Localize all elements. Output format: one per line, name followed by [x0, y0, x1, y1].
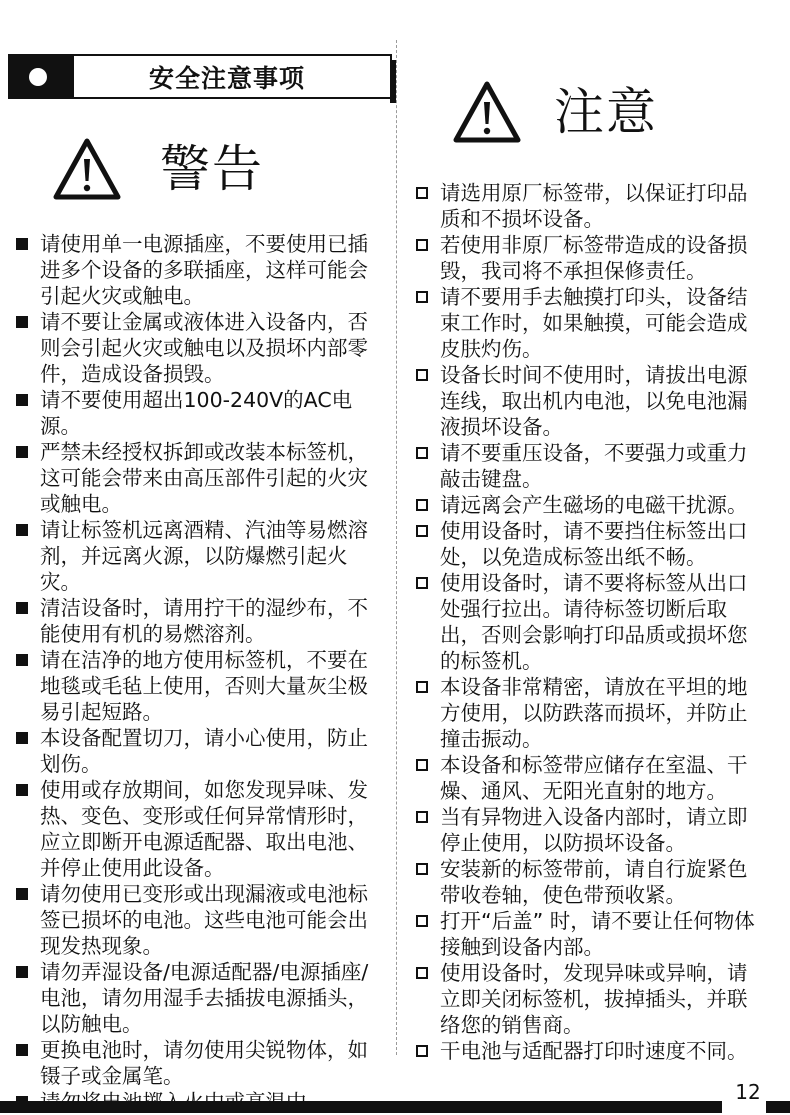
list-item: 请不要重压设备，不要强力或重力敲击键盘。	[414, 440, 762, 492]
list-item: 清洁设备时，请用拧干的湿纱布，不能使用有机的易燃溶剂。	[14, 595, 384, 647]
open-square-bullet-icon	[416, 915, 428, 927]
list-item: 设备长时间不使用时，请拔出电源连线，取出机内电池，以免电池漏液损坏设备。	[414, 362, 762, 440]
list-item: 请使用单一电源插座，不要使用已插进多个设备的多联插座，这样可能会引起火灾或触电。	[14, 231, 384, 309]
filled-square-bullet-icon	[16, 602, 28, 614]
list-item: 本设备配置切刀，请小心使用，防止划伤。	[14, 725, 384, 777]
filled-square-bullet-icon	[16, 732, 28, 744]
open-square-bullet-icon	[416, 577, 428, 589]
list-item: 请让标签机远离酒精、汽油等易燃溶剂，并远离火源，以防爆燃引起火灾。	[14, 517, 384, 595]
list-item: 本设备和标签带应储存在室温、干燥、通风、无阳光直射的地方。	[414, 752, 762, 804]
list-item: 使用设备时，请不要将标签从出口处强行拉出。请待标签切断后取出，否则会影响打印品质或损坏您的标签机。	[414, 570, 762, 674]
filled-square-bullet-icon	[16, 238, 28, 250]
list-item: 严禁未经授权拆卸或改装本标签机，这可能会带来由高压部件引起的火灾或触电。	[14, 439, 384, 517]
filled-square-bullet-icon	[16, 446, 28, 458]
open-square-bullet-icon	[416, 967, 428, 979]
list-item: 请不要用手去触摸打印头，设备结束工作时，如果触摸，可能会造成皮肤灼伤。	[414, 284, 762, 362]
warning-title: 警告	[160, 140, 264, 198]
column-divider	[396, 40, 397, 1055]
caution-heading	[452, 80, 658, 144]
open-square-bullet-icon	[416, 369, 428, 381]
list-item: 请选用原厂标签带，以保证打印品质和不损坏设备。	[414, 180, 762, 232]
filled-square-bullet-icon	[16, 394, 28, 406]
filled-square-bullet-icon	[16, 524, 28, 536]
filled-square-bullet-icon	[16, 316, 28, 328]
open-square-bullet-icon	[416, 1045, 428, 1057]
list-item: 更换电池时，请勿使用尖锐物体，如镊子或金属笔。	[14, 1037, 384, 1089]
list-item: 请不要让金属或液体进入设备内，否则会引起火灾或触电以及损坏内部零件，造成设备损毁。	[14, 309, 384, 387]
open-square-bullet-icon	[416, 681, 428, 693]
header-black-block	[10, 56, 74, 97]
list-item: 安装新的标签带前，请自行旋紧色带收卷轴，使色带预收紧。	[414, 856, 762, 908]
footer-bar	[0, 1101, 722, 1113]
caution-list	[414, 180, 762, 1064]
open-square-bullet-icon	[416, 447, 428, 459]
open-square-bullet-icon	[416, 811, 428, 823]
list-item: 当有异物进入设备内部时，请立即停止使用，以防损坏设备。	[414, 804, 762, 856]
list-item: 打开“后盖” 时，请不要让任何物体接触到设备内部。	[414, 908, 762, 960]
open-square-bullet-icon	[416, 759, 428, 771]
list-item: 请远离会产生磁场的电磁干扰源。	[414, 492, 762, 518]
open-square-bullet-icon	[416, 525, 428, 537]
footer-bar-end	[766, 1101, 790, 1113]
filled-square-bullet-icon	[16, 784, 28, 796]
warning-heading	[52, 137, 264, 201]
list-item: 使用设备时，发现异味或异响，请立即关闭标签机，拔掉插头，并联络您的销售商。	[414, 960, 762, 1038]
open-square-bullet-icon	[416, 239, 428, 251]
filled-square-bullet-icon	[16, 654, 28, 666]
caution-title: 注意	[554, 83, 658, 141]
list-item: 本设备非常精密，请放在平坦的地方使用，以防跌落而损坏，并防止撞击振动。	[414, 674, 762, 752]
list-item: 若使用非原厂标签带造成的设备损毁，我司将不承担保修责任。	[414, 232, 762, 284]
open-square-bullet-icon	[416, 187, 428, 199]
caution-triangle-icon	[452, 80, 522, 144]
open-square-bullet-icon	[416, 499, 428, 511]
list-item: 请不要使用超出100-240V的AC电源。	[14, 387, 384, 439]
open-square-bullet-icon	[416, 863, 428, 875]
filled-square-bullet-icon	[16, 966, 28, 978]
section-header	[8, 54, 392, 99]
filled-square-bullet-icon	[16, 888, 28, 900]
open-square-bullet-icon	[416, 291, 428, 303]
filled-square-bullet-icon	[16, 1044, 28, 1056]
warning-triangle-icon	[52, 137, 122, 201]
list-item: 干电池与适配器打印时速度不同。	[414, 1038, 762, 1064]
list-item: 使用或存放期间，如您发现异味、发热、变色、变形或任何异常情形时，应立即断开电源适配器、取出电池、并停止使用此设备。	[14, 777, 384, 881]
warning-list	[14, 231, 384, 1115]
list-item: 请勿弄湿设备/电源适配器/电源插座/电池，请勿用湿手去插拔电源插头，以防触电。	[14, 959, 384, 1037]
list-item: 请在洁净的地方使用标签机，不要在地毯或毛毡上使用，否则大量灰尘极易引起短路。	[14, 647, 384, 725]
bullet-dot-icon	[29, 68, 47, 86]
list-item: 使用设备时，请不要挡住标签出口处，以免造成标签出纸不畅。	[414, 518, 762, 570]
list-item: 请勿使用已变形或出现漏液或电池标签已损坏的电池。这些电池可能会出现发热现象。	[14, 881, 384, 959]
page-number: 12	[735, 1080, 761, 1104]
section-title: 安全注意事项	[148, 63, 305, 93]
